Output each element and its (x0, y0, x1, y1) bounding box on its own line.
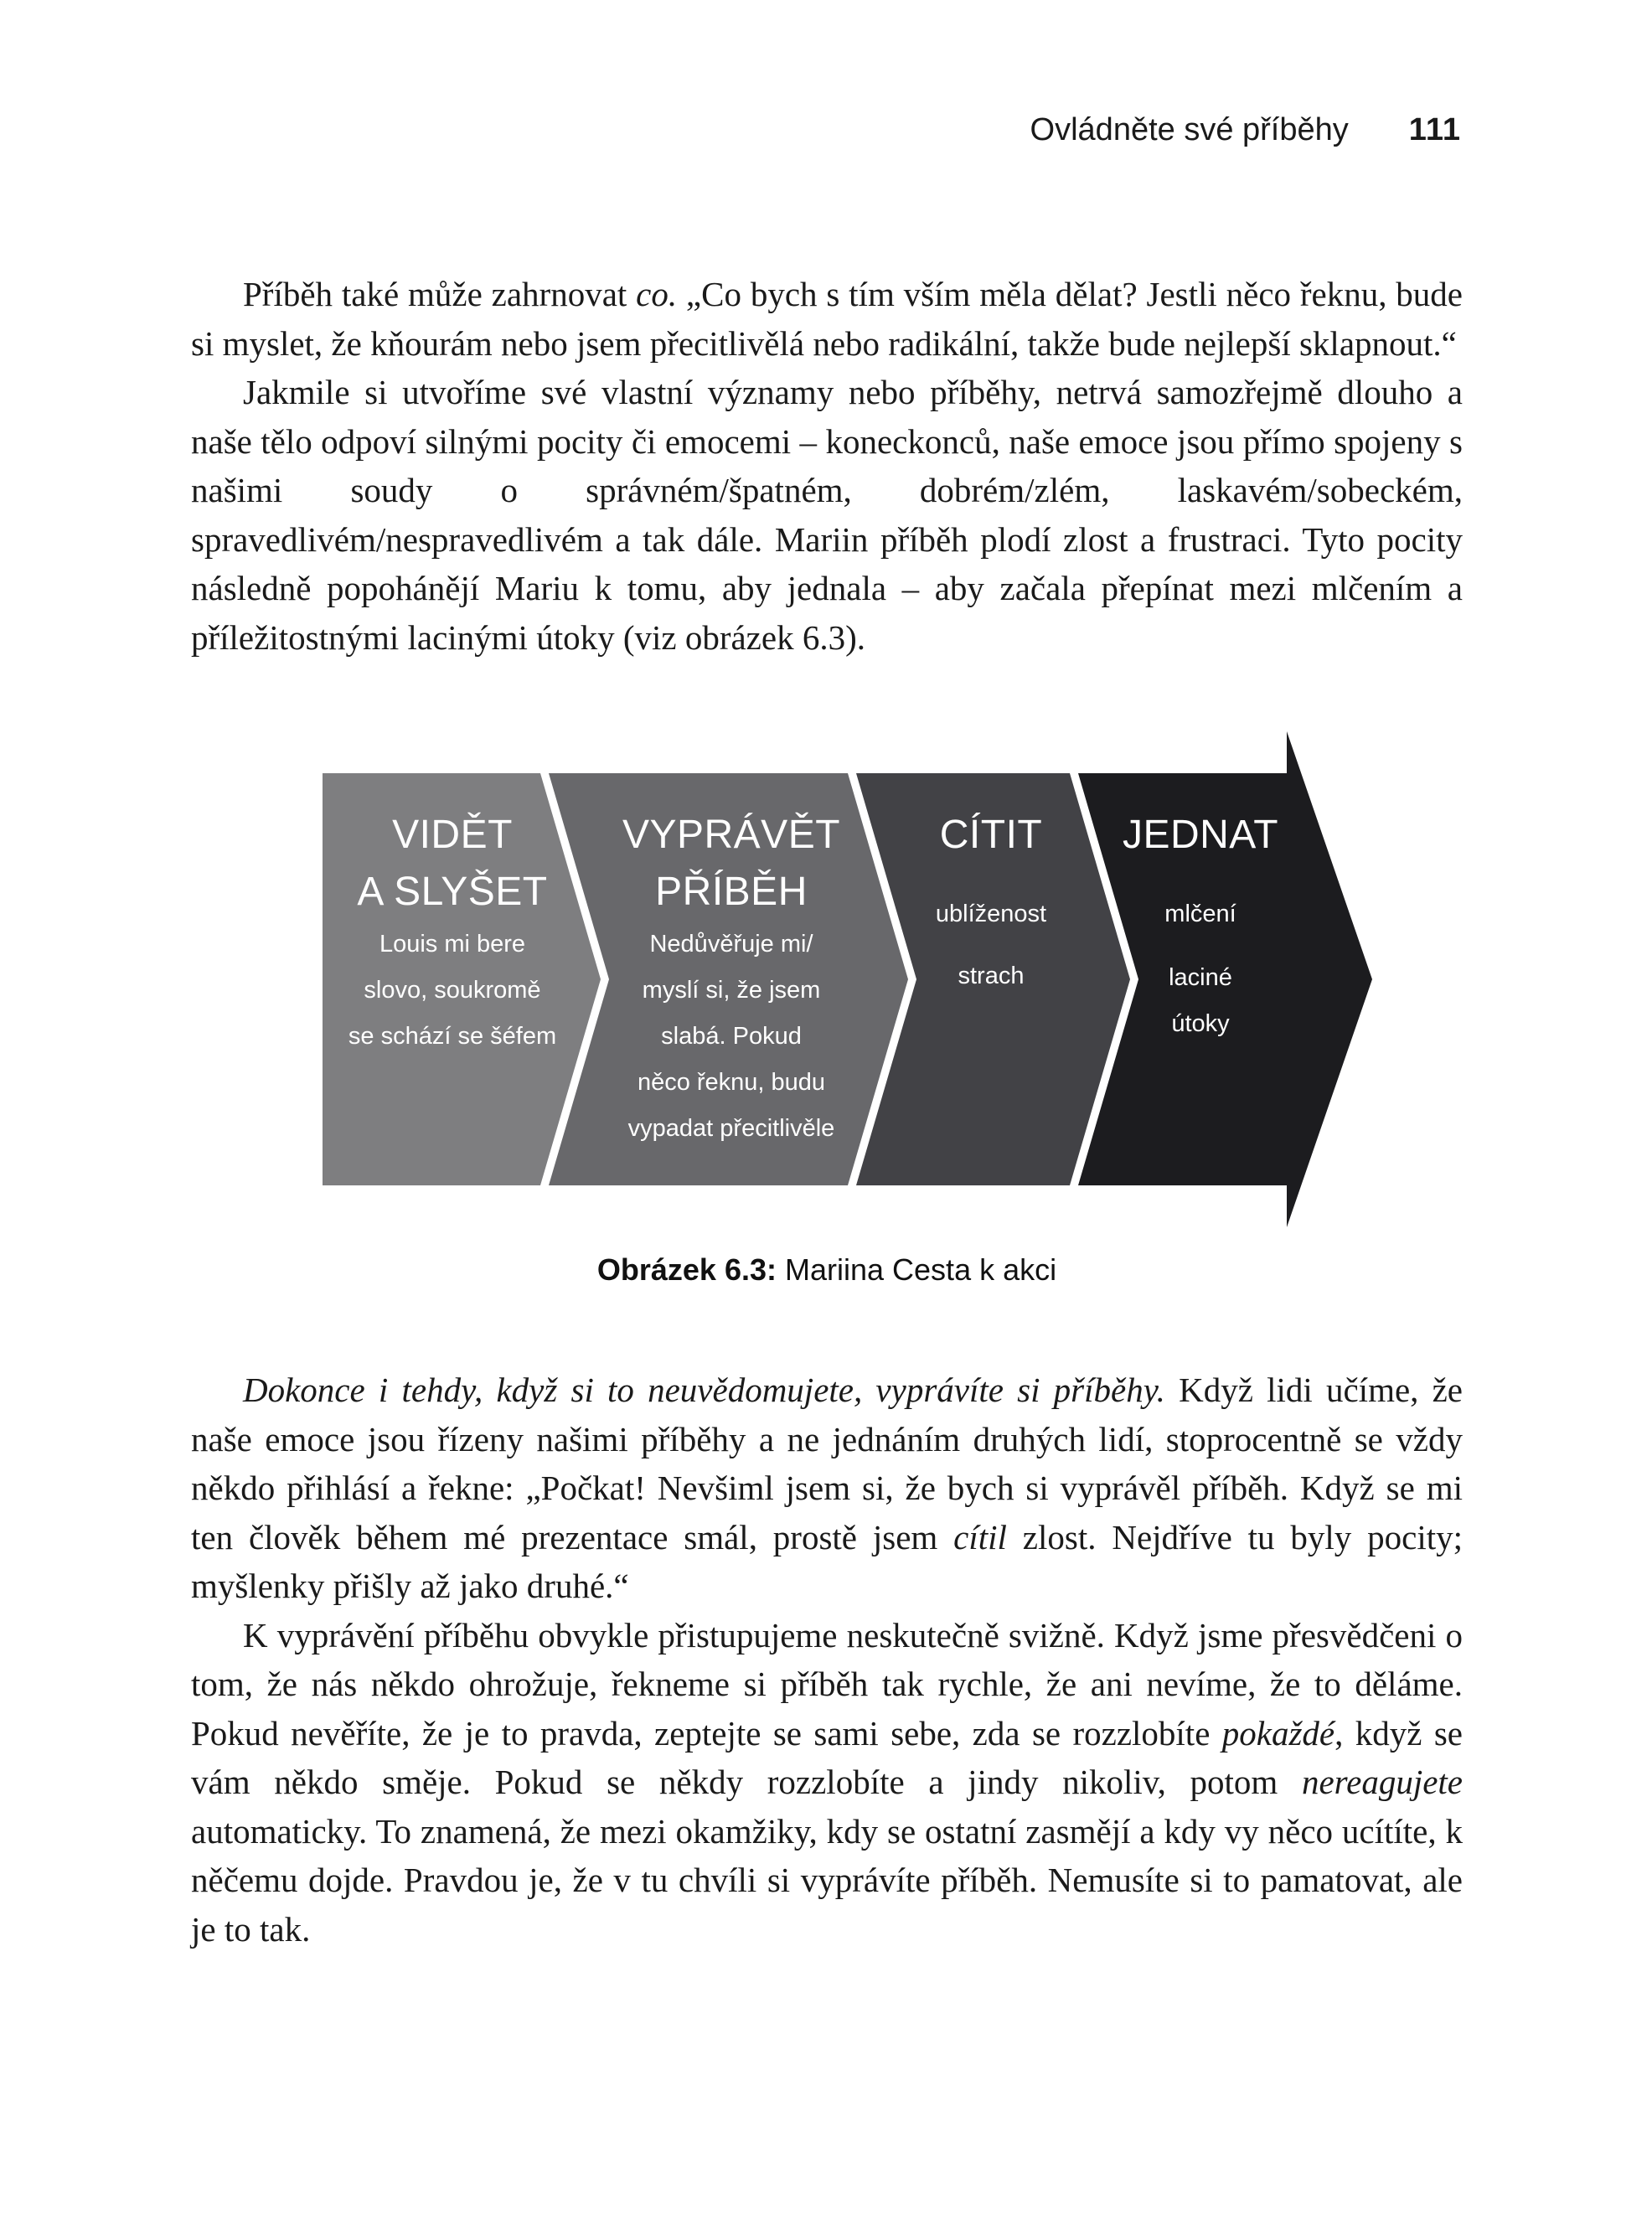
body-text-top (191, 270, 1463, 662)
paragraph-4-run: automaticky. To znamená, že mezi okamžiky, kdy se ostatní zasmějí a kdy vy něco ucítíte, k něčemu dojde. Pravdou je, že v tu chvíli si vyprávíte příběh. Nemusíte si to pamatovat, ale je to tak. (191, 1811, 1463, 1949)
step-4-sub-line-1: mlčení (1164, 901, 1236, 927)
step-4-sub-line-2: laciné (1169, 964, 1232, 991)
figure-caption-text: Mariina Cesta k akci (777, 1252, 1057, 1287)
paragraph-1-run: „Co bych s tím vším měla dělat? Jestli něco řeknu, bude si myslet, že kňourám nebo jsem přecitlivělá nebo radikální, takže bude nejlepší sklapnout.“ (191, 275, 1464, 363)
paragraph-1-italic-run: co. (636, 275, 678, 313)
paragraph-4-run: K vyprávění příběhu obvykle přistupujeme neskutečně svižně. Když jsme přesvědčeni o tom, že nás někdo ohrožuje, řekneme si příběh tak rychle, že ani nevíme, že to děláme. Pokud nevěříte, že je to pravda, zeptejte se sami sebe, zda se rozzlobíte (191, 1615, 1463, 1753)
paragraph-4-italic-run: pokaždé (1221, 1713, 1335, 1753)
step-2-sub-line-3: slabá. Pokud (661, 1023, 802, 1050)
figure-caption-label: Obrázek 6.3: (596, 1252, 777, 1287)
step-2-sub-line-5: vypadat přecitlivěle (627, 1115, 835, 1142)
process-arrow-graphic (317, 727, 1374, 1233)
paragraph-2 (191, 368, 1463, 662)
step-3-title: CÍTIT (939, 813, 1043, 857)
step-3-sub-line-1: ublíženost (935, 901, 1047, 927)
step-1-sub-line-1: Louis mi bere (379, 931, 526, 958)
step-4-sub-line-3: útoky (1171, 1010, 1230, 1037)
step-2-sub-line-1: Nedůvěřuje mi/ (649, 931, 813, 958)
step-4-title: JEDNAT (1122, 813, 1279, 857)
paragraph-1-run: Příběh také může zahrnovat (243, 275, 637, 313)
paragraph-3-italic-run: Dokonce i tehdy, když si to neuvědomujete, vyprávíte si příběhy. (243, 1371, 1165, 1409)
paragraph-3-italic-run: cítil (953, 1517, 1007, 1556)
step-2-sub-line-2: myslí si, že jsem (642, 977, 821, 1004)
paragraph-3 (191, 1365, 1463, 1611)
step-1-sub-line-3: se schází se šéfem (348, 1023, 557, 1050)
step-2-sub-line-4: něco řeknu, budu (637, 1069, 826, 1096)
paragraph-4-run: , když se vám někdo směje. Pokud se někdy rozzlobíte a jindy nikoliv, potom (191, 1713, 1463, 1801)
paragraph-3-run: Když lidi učíme, že naše emoce jsou řízeny našimi příběhy a ne jednáním druhých lidí, stoprocentně se vždy někdo přihlásí a řekne: „Počkat! Nevšiml jsem si, že bych si vyprávěl příběh. Když se mi ten člověk během mé prezentace smál, prostě jsem (191, 1371, 1463, 1556)
step-1-title-line-1: VIDĚT (392, 813, 513, 857)
step-1-sub-line-2: slovo, soukromě (364, 977, 541, 1004)
paragraph-3-run: zlost. Nejdříve tu byly pocity; myšlenky přišly až jako druhé.“ (191, 1517, 1464, 1605)
step-1-title-line-2: A SLYŠET (357, 870, 548, 914)
step-2-title-line-1: VYPRÁVĚT (622, 813, 841, 857)
paragraph-1 (191, 270, 1463, 368)
body-text-bottom (191, 1365, 1463, 1954)
figure-caption (191, 1252, 1463, 1288)
step-3-sub-line-2: strach (958, 963, 1025, 989)
paragraph-4 (191, 1611, 1463, 1954)
paragraph-2-run: Jakmile si utvoříme své vlastní významy nebo příběhy, netrvá samozřejmě dlouho a naše tělo odpoví silnými pocity či emocemi – koneckonců, naše emoce jsou přímo spojeny s našimi soudy o správném/špatném, dobrém/zlém, laskavém/sobeckém, spravedlivém/nespravedlivém a tak dále. Mariin příběh plodí zlost a frustraci. Tyto pocity následně popohánějí Mariu k tomu, aby jednala – aby začala přepínat mezi mlčením a příležitostnými lacinými útoky (viz obrázek 6.3). (191, 373, 1463, 657)
figure-6-3-diagram (317, 727, 1374, 1233)
running-header (1030, 114, 1461, 146)
paragraph-4-italic-run: nereagujete (1301, 1763, 1463, 1801)
running-title: Ovládněte své příběhy (1030, 112, 1349, 147)
step-2-title-line-2: PŘÍBĚH (655, 870, 808, 914)
page-number: 111 (1408, 112, 1461, 147)
